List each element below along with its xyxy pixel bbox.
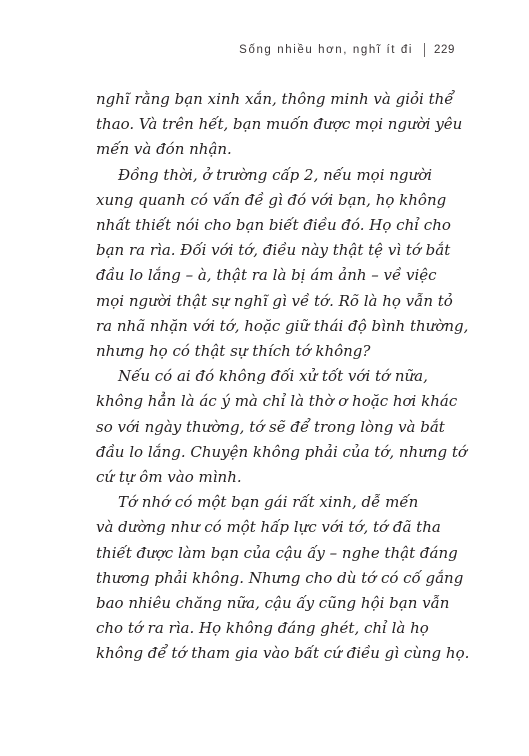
text-line: Đồng thời, ở trường cấp 2, nếu mọi người [118,165,433,184]
text-line: xung quanh có vấn đề gì đó với bạn, họ không [96,190,447,209]
paragraph [96,87,463,163]
running-header [239,43,455,57]
text-line: đầu lo lắng – à, thật ra là bị ám ảnh – về việc [96,266,437,285]
body-text [96,87,470,667]
text-line: cứ tự ôm vào mình. [96,468,242,487]
text-line: đầu lo lắng. Chuyện không phải của tớ, nhưng tớ [96,442,467,461]
paragraph [96,490,470,666]
text-line: thiết được làm bạn của cậu ấy – nghe thật đáng [96,543,458,562]
page-number: 229 [434,44,455,56]
text-line: không để tớ tham gia vào bất cứ điều gì cùng họ. [96,644,470,663]
text-line: mến và đón nhận. [96,140,232,159]
text-line: nhất thiết nói cho bạn biết điều đó. Họ chỉ cho [96,216,451,235]
running-title: Sống nhiều hơn, nghĩ ít đi [239,44,413,56]
text-line: mọi người thật sự nghĩ gì về tớ. Rõ là họ vẫn tỏ [96,291,453,310]
text-line: Tớ nhớ có một bạn gái rất xinh, dễ mến [118,493,419,512]
text-line: nhưng họ có thật sự thích tớ không? [96,342,371,361]
text-line: ra nhã nhặn với tớ, hoặc giữ thái độ bình thường, [96,316,469,335]
paragraph [96,163,469,365]
paragraph [96,364,467,490]
text-line: thao. Và trên hết, bạn muốn được mọi người yêu [96,115,463,134]
header-divider [424,43,425,57]
text-line: so với ngày thường, tớ sẽ để trong lòng và bắt [96,417,445,436]
text-line: không hẳn là ác ý mà chỉ là thờ ơ hoặc hơi khác [96,392,458,411]
text-line: nghĩ rằng bạn xinh xắn, thông minh và giỏi thể [96,90,454,108]
text-line: bao nhiêu chăng nữa, cậu ấy cũng hội bạn vẫn [96,594,450,613]
text-line: Nếu có ai đó không đối xử tốt với tớ nữa, [118,367,428,386]
text-line: cho tớ ra rìa. Họ không đáng ghét, chỉ là họ [96,619,429,638]
text-line: thương phải không. Nhưng cho dù tớ có cố gắng [96,568,464,587]
text-line: bạn ra rìa. Đối với tớ, điều này thật tệ vì tớ bắt [96,241,451,260]
text-line: và dường như có một hấp lực với tớ, tớ đã tha [96,518,441,537]
